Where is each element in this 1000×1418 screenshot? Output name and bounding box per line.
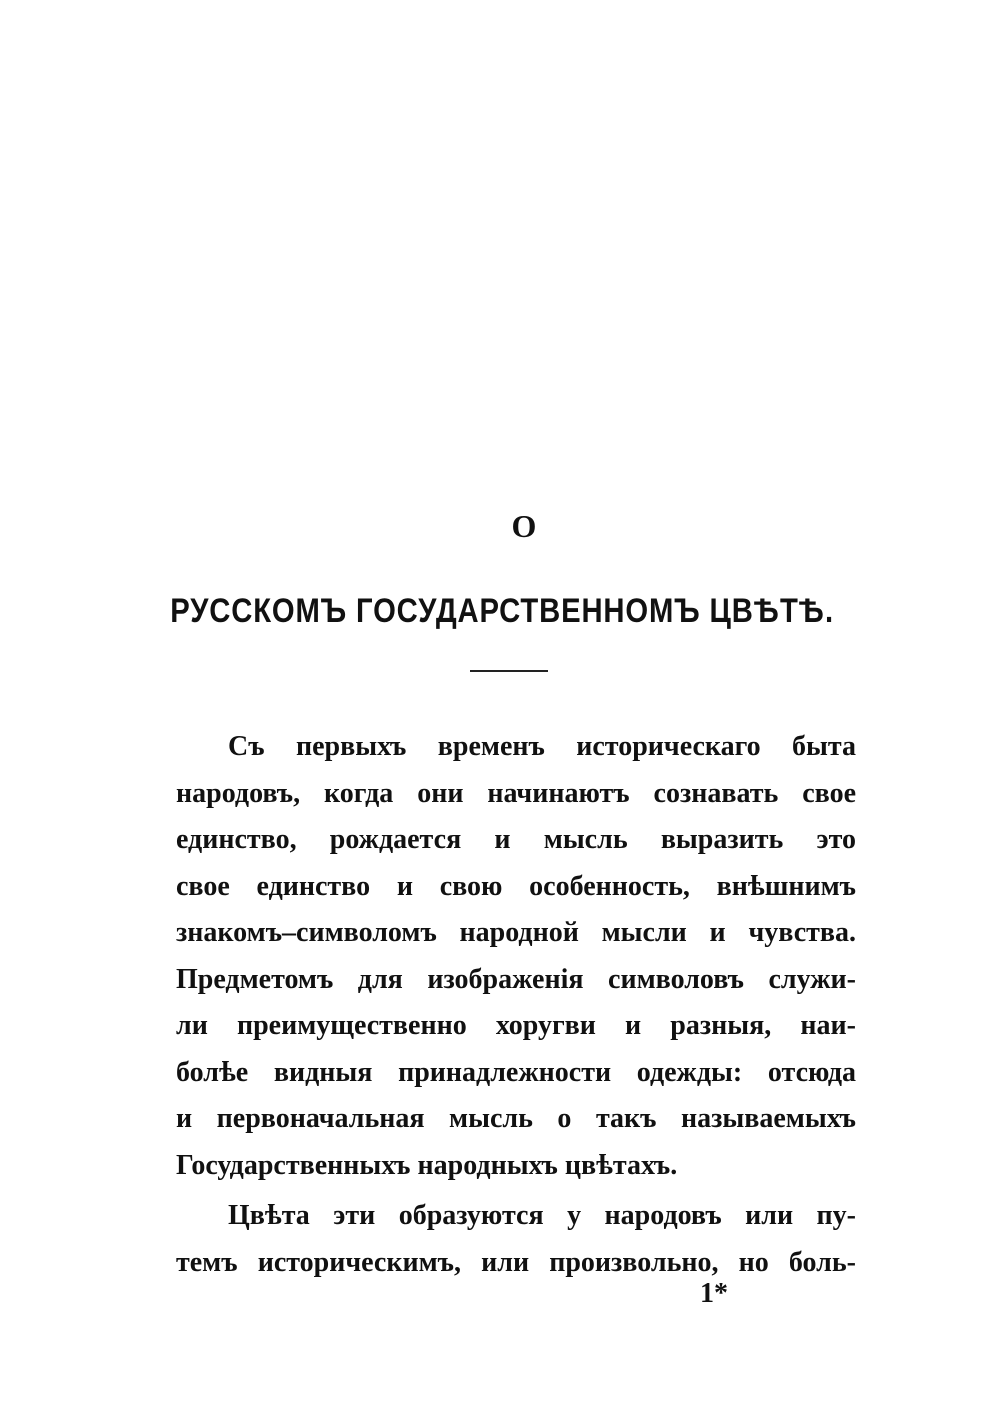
page-title: РУССКОМЪ ГОСУДАРСТВЕННОМЪ ЦВѢТѢ. bbox=[170, 592, 834, 630]
text-line: ли преимущественно хоругви и разныя, наи- bbox=[176, 1010, 856, 1041]
text-line: единство, рождается и мысль выразить это bbox=[176, 824, 856, 855]
text-line: Съ первыхъ временъ историческаго быта bbox=[228, 731, 856, 762]
title-divider bbox=[470, 670, 548, 672]
text-line: знакомъ–символомъ народной мысли и чувства. bbox=[176, 917, 856, 948]
signature-mark: 1* bbox=[700, 1278, 728, 1309]
paragraph-1 bbox=[176, 724, 856, 1189]
paragraph-2 bbox=[176, 1193, 856, 1286]
text-line: и первоначальная мысль о такъ называемыхъ bbox=[176, 1103, 856, 1134]
text-line: Предметомъ для изображенія символовъ служи- bbox=[176, 963, 856, 995]
body-text bbox=[176, 724, 856, 1286]
text-line: Цвѣта эти образуются у народовъ или пу- bbox=[228, 1200, 856, 1231]
heading-preposition: О bbox=[511, 508, 537, 544]
text-line: народовъ, когда они начинаютъ сознавать свое bbox=[176, 777, 856, 809]
text-line: темъ историческимъ, или произвольно, но боль- bbox=[176, 1246, 856, 1278]
text-line: болѣе видныя принадлежности одежды: отсюда bbox=[176, 1056, 856, 1088]
text-line: свое единство и свою особенность, внѣшнимъ bbox=[176, 870, 856, 902]
text-line: Государственныхъ народныхъ цвѣтахъ. bbox=[176, 1149, 678, 1181]
